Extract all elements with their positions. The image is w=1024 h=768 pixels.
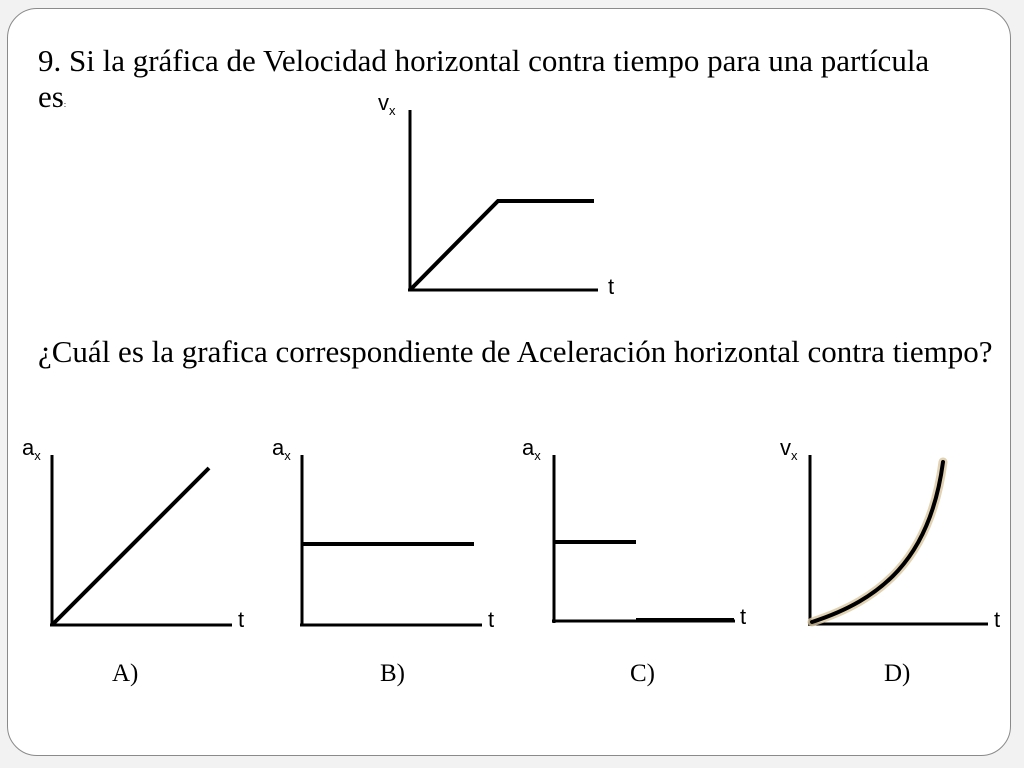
option-d-x-axis-label: t bbox=[994, 607, 1001, 632]
option-d-y-axis-label: $v_x$ bbox=[780, 435, 798, 463]
question-intro-text: 9. Si la gráfica de Velocidad horizontal contra tiempo para una partícula es bbox=[38, 43, 930, 114]
question-intro-mark: : bbox=[63, 100, 67, 109]
option-b-label[interactable]: B) bbox=[380, 660, 405, 687]
option-d-label[interactable]: D) bbox=[884, 660, 911, 687]
main-x-axis-label: t bbox=[608, 274, 615, 299]
option-b-y-axis-label: $a_x$ bbox=[272, 435, 291, 463]
option-a-label[interactable]: A) bbox=[112, 660, 139, 687]
option-b-x-axis-label: t bbox=[488, 607, 495, 632]
main-velocity-curve bbox=[410, 201, 594, 290]
option-a-x-axis-label: t bbox=[238, 607, 245, 632]
option-c-x-axis-label: t bbox=[740, 604, 747, 629]
option-a-y-axis-label: $a_x$ bbox=[22, 435, 41, 463]
option-a-curve bbox=[52, 468, 209, 625]
option-a-graph bbox=[22, 435, 244, 632]
option-d-curve-shadow bbox=[812, 462, 943, 622]
option-c-graph bbox=[522, 435, 746, 629]
main-velocity-graph bbox=[378, 90, 614, 299]
question-prompt: ¿Cuál es la grafica correspondiente de Aceleración horizontal contra tiempo? bbox=[38, 334, 993, 369]
option-c-y-axis-label: $a_x$ bbox=[522, 435, 541, 463]
option-c-label[interactable]: C) bbox=[630, 660, 655, 687]
main-y-axis-label: $v_x$ bbox=[378, 90, 396, 118]
option-d-graph bbox=[780, 435, 1000, 632]
option-b-graph bbox=[272, 435, 494, 632]
